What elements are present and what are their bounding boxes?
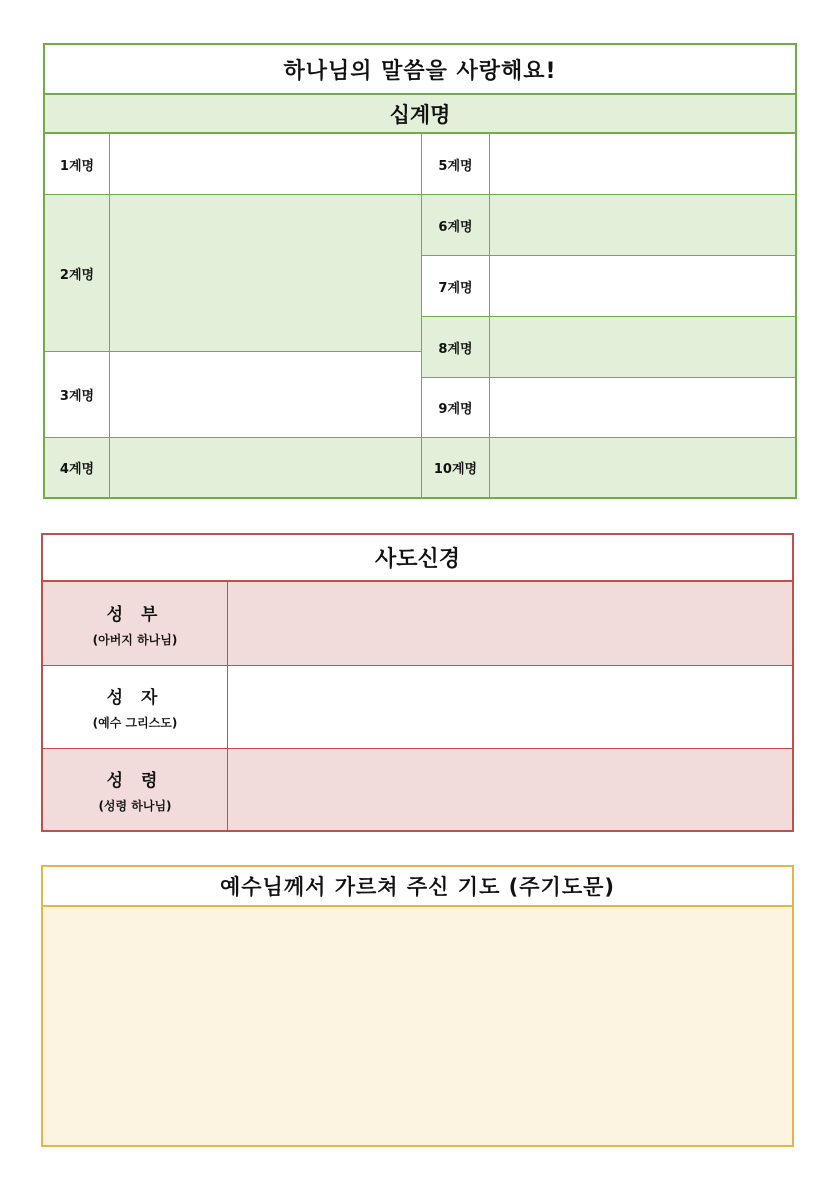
answer-field-1[interactable] bbox=[110, 134, 421, 194]
label-commandment-5: 5계명 bbox=[438, 158, 473, 174]
answer-field-8[interactable] bbox=[490, 317, 795, 377]
answer-field-5[interactable] bbox=[490, 134, 795, 194]
label-commandment-2: 2계명 bbox=[59, 267, 95, 283]
commandments-heading: 십계명 bbox=[45, 95, 795, 134]
label-commandment-8: 8계명 bbox=[438, 341, 473, 357]
creed-answer-field-1[interactable] bbox=[228, 582, 792, 665]
creed-heading: 사도신경 bbox=[43, 535, 792, 582]
label-commandment-6: 6계명 bbox=[438, 219, 473, 235]
label-commandment-1: 1계명 bbox=[59, 158, 95, 174]
answer-field-9[interactable] bbox=[490, 378, 795, 437]
label-commandment-10: 10계명 bbox=[433, 462, 478, 477]
creed-name: 성 부 bbox=[106, 604, 164, 625]
label-commandment-7: 7계명 bbox=[438, 280, 473, 296]
creed-name: 성 령 bbox=[106, 770, 164, 791]
apostles-creed-table bbox=[41, 533, 794, 832]
worksheet-title: 하나님의 말씀을 사랑해요! bbox=[45, 45, 795, 95]
creed-label-spirit bbox=[43, 749, 227, 830]
answer-field-6[interactable] bbox=[490, 195, 795, 255]
prayer-heading: 예수님께서 가르쳐 주신 기도 (주기도문) bbox=[43, 867, 792, 907]
ten-commandments-table bbox=[43, 43, 797, 499]
creed-subtitle: (아버지 하나님) bbox=[92, 632, 178, 647]
answer-field-2[interactable] bbox=[110, 195, 421, 351]
creed-label-son bbox=[43, 666, 227, 748]
creed-answer-field-3[interactable] bbox=[228, 749, 792, 830]
answer-field-3[interactable] bbox=[110, 352, 421, 437]
creed-label-father bbox=[43, 582, 227, 665]
creed-answer-field-2[interactable] bbox=[228, 666, 792, 748]
creed-subtitle: (성령 하나님) bbox=[98, 798, 172, 813]
label-commandment-9: 9계명 bbox=[438, 402, 473, 417]
prayer-answer-area[interactable] bbox=[43, 907, 792, 1145]
lords-prayer-box bbox=[41, 865, 794, 1147]
creed-subtitle: (예수 그리스도) bbox=[92, 716, 178, 730]
label-commandment-3: 3계명 bbox=[59, 389, 95, 404]
answer-field-4[interactable] bbox=[110, 438, 421, 497]
answer-field-7[interactable] bbox=[490, 256, 795, 316]
creed-name: 성 자 bbox=[106, 688, 164, 708]
label-commandment-4: 4계명 bbox=[59, 462, 95, 477]
answer-field-10[interactable] bbox=[490, 438, 795, 497]
